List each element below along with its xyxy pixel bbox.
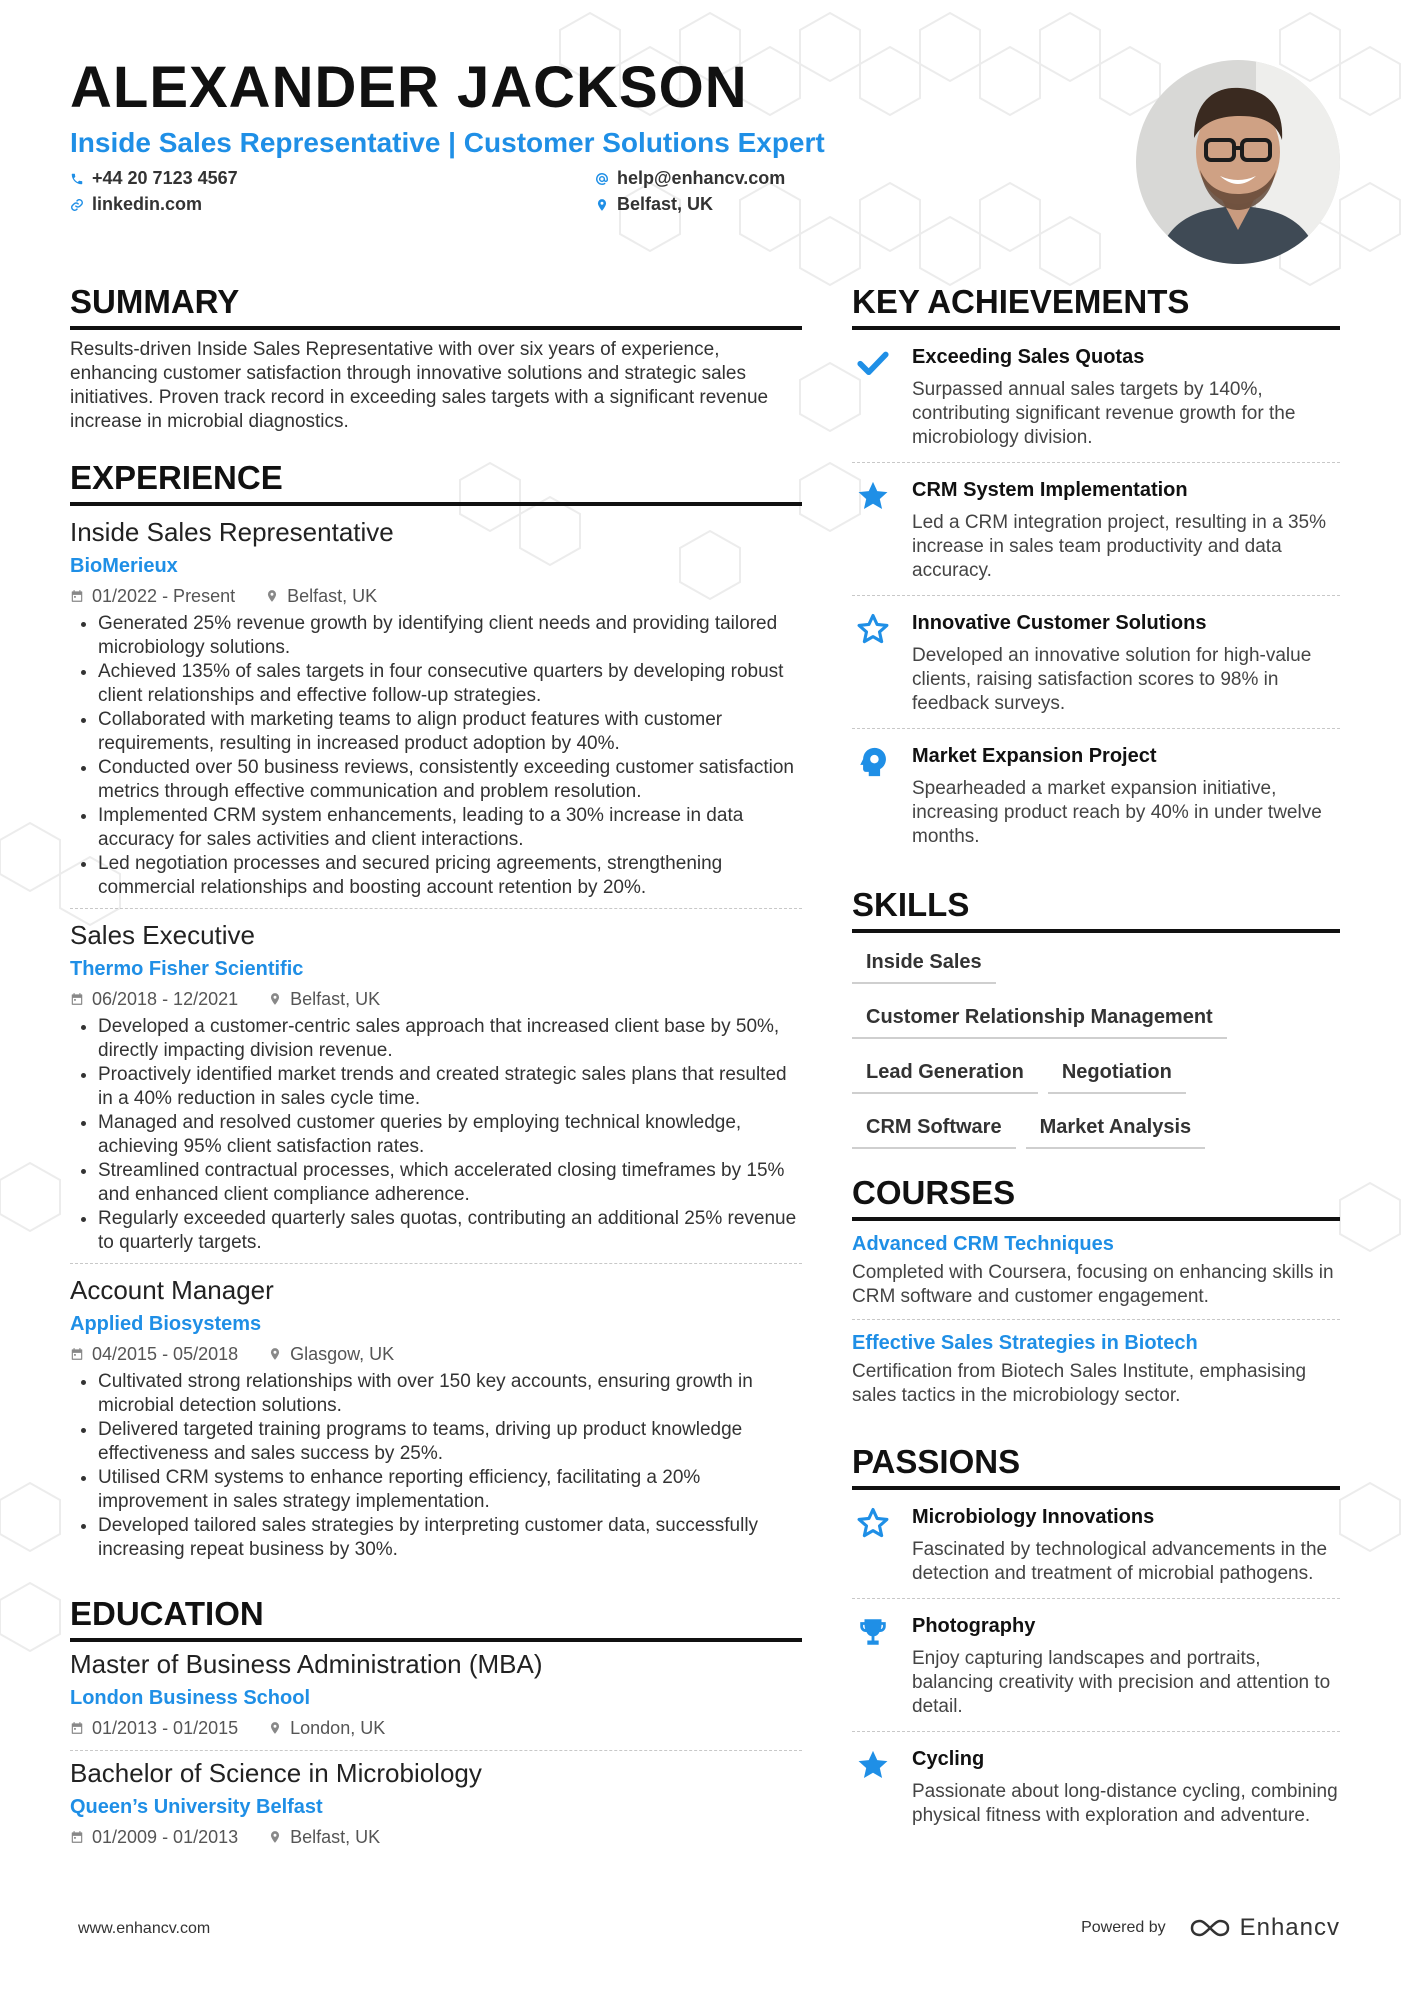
bullet-item: • Utilised CRM systems to enhance reporting efficiency, facilitating a 20% improvement in sales strategy implementation. <box>98 1466 802 1514</box>
link-icon <box>70 198 84 212</box>
at-icon <box>595 172 609 186</box>
passion-desc: Passionate about long-distance cycling, combining physical fitness with exploration and adventure. <box>912 1781 1338 1826</box>
calendar-icon <box>70 992 84 1006</box>
education-entry <box>70 1751 802 1859</box>
bullet-item: • Collaborated with marketing teams to align product features with customer requirements, resulting in increased product adoption by 40%. <box>98 708 802 756</box>
experience-heading: EXPERIENCE <box>70 458 802 506</box>
course-title: Advanced CRM Techniques <box>852 1233 1114 1255</box>
skills-heading: SKILLS <box>852 885 1340 933</box>
experience-section <box>70 458 802 1570</box>
achievement-desc: Surpassed annual sales targets by 140%, contributing significant revenue growth for the microbiology division. <box>912 379 1296 448</box>
calendar-icon <box>70 1830 84 1844</box>
job-meta <box>70 1342 802 1366</box>
enhancv-logo[interactable] <box>1188 1914 1340 1942</box>
infinity-logo-icon <box>1188 1917 1232 1939</box>
phone-contact[interactable] <box>70 168 238 189</box>
achievement-item <box>852 596 1340 729</box>
phone-text: +44 20 7123 4567 <box>92 168 238 188</box>
job-title: Sales Executive <box>70 920 255 950</box>
star-outline-icon <box>856 612 890 646</box>
skill-tag: Lead Generation <box>852 1057 1038 1094</box>
job-location: Belfast, UK <box>290 989 381 1009</box>
profile-photo <box>1136 60 1340 264</box>
linkedin-contact[interactable] <box>70 194 202 215</box>
achievement-desc: Led a CRM integration project, resulting in a 35% increase in sales team productivity and data accuracy. <box>912 512 1327 581</box>
bullet-item: • Achieved 135% of sales targets in four consecutive quarters by developing robust client relationships and effective follow-up strategies. <box>98 660 802 708</box>
job-title: Account Manager <box>70 1275 274 1305</box>
education-heading: EDUCATION <box>70 1594 802 1642</box>
powered-by-label: Powered by <box>1081 1919 1166 1936</box>
course-desc: Certification from Biotech Sales Institute, emphasising sales tactics in the microbiology sector. <box>852 1361 1307 1406</box>
passion-item <box>852 1490 1340 1599</box>
calendar-icon <box>70 1347 84 1361</box>
page-footer <box>78 1914 1340 1941</box>
job-meta <box>70 584 802 608</box>
passion-item <box>852 1599 1340 1732</box>
achievements-heading: KEY ACHIEVEMENTS <box>852 282 1340 330</box>
job-bullets <box>70 1370 802 1562</box>
resume-header <box>70 56 1130 224</box>
location-contact <box>595 194 713 215</box>
bullet-item: • Developed tailored sales strategies by interpreting customer data, successfully increasing repeat business by 30%. <box>98 1514 802 1562</box>
skills-list <box>852 933 1340 1149</box>
course-item <box>852 1221 1340 1320</box>
skill-tag: Customer Relationship Management <box>852 1002 1227 1039</box>
bullet-item: • Managed and resolved customer queries by employing technical knowledge, achieving 95% client satisfaction rates. <box>98 1111 802 1159</box>
passions-section <box>852 1442 1340 1840</box>
job-entry <box>70 909 802 1264</box>
education-dates: 01/2009 - 01/2013 <box>92 1827 239 1847</box>
education-meta <box>70 1825 802 1849</box>
footer-website[interactable]: www.enhancv.com <box>78 1920 211 1937</box>
map-pin-icon <box>268 992 282 1006</box>
course-item <box>852 1320 1340 1418</box>
summary-text: Results-driven Inside Sales Representative with over six years of experience, enhancing customer satisfaction through innovative solutions and strategic sales initiatives. Proven track record in exceeding sales targets with a significant revenue increase in microbial diagnostics. <box>70 339 769 432</box>
education-meta <box>70 1716 802 1740</box>
job-bullets <box>70 612 802 900</box>
school-name: London Business School <box>70 1687 311 1709</box>
passion-title: Cycling <box>912 1748 985 1770</box>
passion-title: Photography <box>912 1615 1036 1637</box>
bullet-item: • Developed a customer-centric sales approach that increased client base by 50%, directly impacting division revenue. <box>98 1015 802 1063</box>
education-entry <box>70 1642 802 1751</box>
education-dates: 01/2013 - 01/2015 <box>92 1718 239 1738</box>
bullet-item: • Regularly exceeded quarterly sales quotas, contributing an additional 25% revenue to quarterly targets. <box>98 1207 802 1255</box>
bullet-item: • Conducted over 50 business reviews, consistently exceeding customer satisfaction metrics through effective communication and problem resolution. <box>98 756 802 804</box>
map-pin-icon <box>268 1721 282 1735</box>
job-location: Belfast, UK <box>287 586 378 606</box>
head-lightbulb-icon <box>856 745 890 779</box>
email-text: help@enhancv.com <box>617 168 786 188</box>
calendar-icon <box>70 589 84 603</box>
passion-desc: Fascinated by technological advancements in the detection and treatment of microbial pathogens. <box>912 1539 1328 1584</box>
course-desc: Completed with Coursera, focusing on enhancing skills in CRM software and customer engagement. <box>852 1262 1334 1307</box>
checkmark-icon <box>856 346 890 380</box>
location-text: Belfast, UK <box>617 194 714 214</box>
achievement-title: Innovative Customer Solutions <box>912 612 1207 634</box>
job-entry <box>70 506 802 909</box>
bullet-item: • Delivered targeted training programs to teams, driving up product knowledge effectiveness and sales success by 25%. <box>98 1418 802 1466</box>
map-pin-icon <box>265 589 279 603</box>
passions-heading: PASSIONS <box>852 1442 1340 1490</box>
achievement-title: Exceeding Sales Quotas <box>912 346 1145 368</box>
linkedin-text: linkedin.com <box>92 194 203 214</box>
job-dates: 01/2022 - Present <box>92 586 236 606</box>
email-contact[interactable] <box>595 168 785 189</box>
job-meta <box>70 987 802 1011</box>
bullet-item: • Cultivated strong relationships with over 150 key accounts, ensuring growth in microbial detection solutions. <box>98 1370 802 1418</box>
skill-tag: Market Analysis <box>1026 1112 1206 1149</box>
powered-by <box>1081 1914 1340 1942</box>
summary-section <box>70 282 802 434</box>
education-section <box>70 1594 802 1859</box>
skill-tag: Inside Sales <box>852 947 996 984</box>
degree-title: Master of Business Administration (MBA) <box>70 1649 543 1679</box>
achievements-section <box>852 282 1340 861</box>
map-pin-icon <box>595 198 609 212</box>
job-title: Inside Sales Representative <box>70 517 394 547</box>
candidate-title: Inside Sales Representative | Customer Solutions Expert <box>70 127 825 158</box>
star-filled-icon <box>856 1748 890 1782</box>
skill-tag: CRM Software <box>852 1112 1016 1149</box>
degree-title: Bachelor of Science in Microbiology <box>70 1758 482 1788</box>
courses-section <box>852 1173 1340 1418</box>
school-name: Queen’s University Belfast <box>70 1796 323 1818</box>
candidate-name: ALEXANDER JACKSON <box>70 55 748 120</box>
achievement-desc: Spearheaded a market expansion initiative, increasing product reach by 40% in under twelve months. <box>912 778 1322 847</box>
passion-desc: Enjoy capturing landscapes and portraits, balancing creativity with precision and attention to detail. <box>912 1648 1331 1717</box>
map-pin-icon <box>268 1347 282 1361</box>
bullet-item: • Led negotiation processes and secured pricing agreements, strengthening commercial relationships and boosting account retention by 20%. <box>98 852 802 900</box>
job-bullets <box>70 1015 802 1255</box>
job-entry <box>70 1264 802 1570</box>
education-location: London, UK <box>290 1718 386 1738</box>
achievement-item <box>852 330 1340 463</box>
brand-name: Enhancv <box>1239 1914 1340 1941</box>
bullet-item: • Proactively identified market trends and created strategic sales plans that resulted in a 40% reduction in sales cycle time. <box>98 1063 802 1111</box>
star-filled-icon <box>856 479 890 513</box>
bullet-item: • Generated 25% revenue growth by identifying client needs and providing tailored microbiology solutions. <box>98 612 802 660</box>
bullet-item: • Implemented CRM system enhancements, leading to a 30% increase in data accuracy for sales activities and client interactions. <box>98 804 802 852</box>
education-location: Belfast, UK <box>290 1827 381 1847</box>
passion-item <box>852 1732 1340 1840</box>
phone-icon <box>70 172 84 186</box>
contact-info <box>70 168 1130 224</box>
bullet-item: • Streamlined contractual processes, which accelerated closing timeframes by 15% and enhanced client compliance adherence. <box>98 1159 802 1207</box>
calendar-icon <box>70 1721 84 1735</box>
summary-heading: SUMMARY <box>70 282 802 330</box>
achievement-title: CRM System Implementation <box>912 479 1188 501</box>
job-location: Glasgow, UK <box>290 1344 395 1364</box>
company-name: BioMerieux <box>70 555 178 577</box>
star-outline-icon <box>856 1506 890 1540</box>
achievement-item <box>852 463 1340 596</box>
skills-section <box>852 885 1340 1149</box>
left-column <box>70 282 802 1883</box>
achievement-item <box>852 729 1340 861</box>
job-dates: 04/2015 - 05/2018 <box>92 1344 239 1364</box>
company-name: Thermo Fisher Scientific <box>70 958 304 980</box>
company-name: Applied Biosystems <box>70 1313 262 1335</box>
achievement-title: Market Expansion Project <box>912 745 1157 767</box>
skill-tag: Negotiation <box>1048 1057 1186 1094</box>
passion-title: Microbiology Innovations <box>912 1506 1155 1528</box>
right-column <box>852 282 1340 1864</box>
job-dates: 06/2018 - 12/2021 <box>92 989 239 1009</box>
achievement-desc: Developed an innovative solution for high-value clients, raising satisfaction scores to 98% in feedback surveys. <box>912 645 1312 714</box>
map-pin-icon <box>268 1830 282 1844</box>
courses-heading: COURSES <box>852 1173 1340 1221</box>
trophy-icon <box>856 1615 890 1649</box>
course-title: Effective Sales Strategies in Biotech <box>852 1332 1198 1354</box>
